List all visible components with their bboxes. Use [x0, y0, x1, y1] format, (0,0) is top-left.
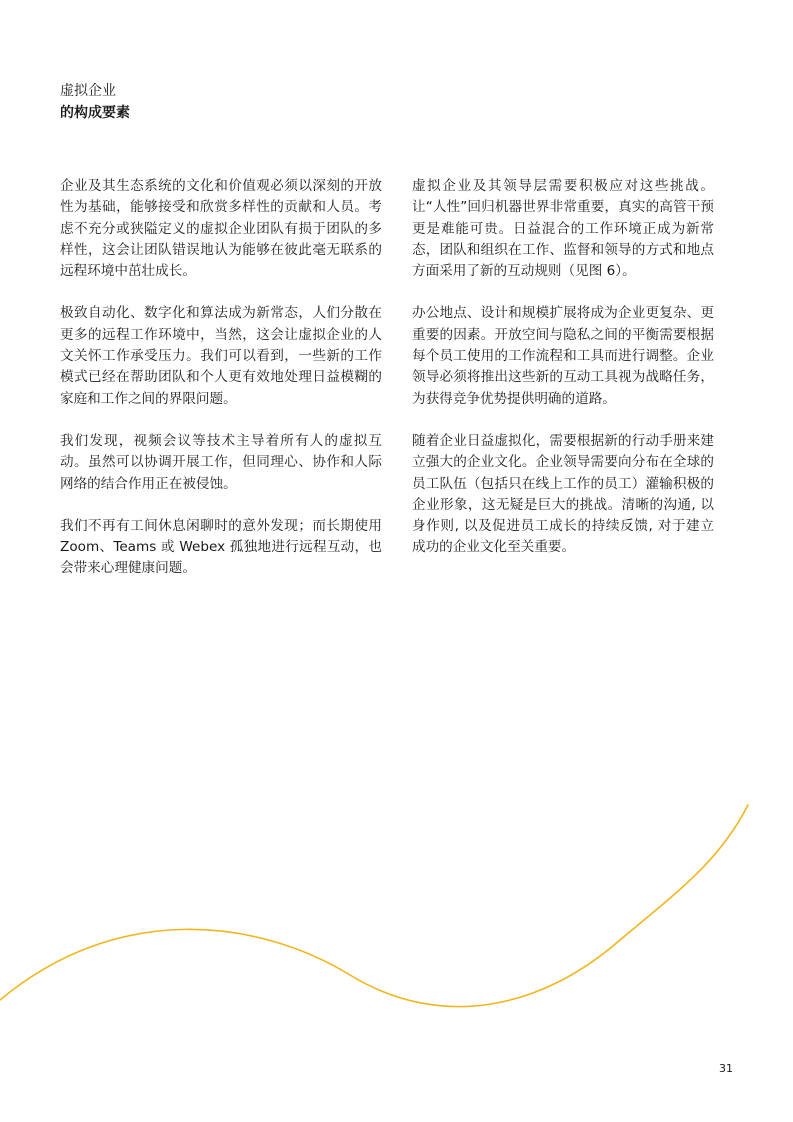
- paragraph: 我们发现，视频会议等技术主导着所有人的虚拟互动。虽然可以协调开展工作，但同理心、协作和人际网络的结合作用正在被侵蚀。: [60, 432, 382, 492]
- section-title-line2: 的构成要素: [60, 105, 130, 121]
- section-title: [60, 80, 130, 124]
- paragraph: 极致自动化、数字化和算法成为新常态，人们分散在更多的远程工作环境中，当然，这会让虚拟企业的人文关怀工作承受压力。我们可以看到，一些新的工作模式已经在帮助团队和个人更有效地处理日益模糊的家庭和工作之间的界限问题。: [60, 305, 382, 407]
- paragraph: 我们不再有工间休息闲聊时的意外发现；而长期使用 Zoom、Teams 或 Webex 孤独地进行远程互动，也会带来心理健康问题。: [60, 517, 382, 577]
- section-title-line1: 虚拟企业: [60, 83, 116, 99]
- paragraph: 企业及其生态系统的文化和价值观必须以深刻的开放性为基础，能够接受和欣赏多样性的贡献和人员。考虑不充分或狭隘定义的虚拟企业团队有损于团队的多样性，这会让团队错误地认为能够在彼此毫无联系的远程环境中茁壮成长。: [60, 178, 382, 280]
- paragraph: 办公地点、设计和规模扩展将成为企业更复杂、更重要的因素。开放空间与隐私之间的平衡需要根据每个员工使用的工作流程和工具而进行调整。企业领导必须将推出这些新的互动工具视为战略任务，为获得竞争优势提供明确的道路。: [412, 305, 714, 407]
- right-column: [412, 176, 714, 580]
- curve-line: [0, 805, 748, 1007]
- left-column: [60, 176, 382, 601]
- paragraph: 随着企业日益虚拟化，需要根据新的行动手册来建立强大的企业文化。企业领导需要向分布在全球的员工队伍（包括只在线上工作的员工）灌输积极的企业形象，这无疑是巨大的挑战。清晰的沟通, 以身作则, 以及促进员工成长的持续反馈, 对于建立成功的企业文化至关重要。: [412, 432, 714, 556]
- paragraph: 虚拟企业及其领导层需要积极应对这些挑战。让“人性”回归机器世界非常重要，真实的高管干预更是难能可贵。日益混合的工作环境正成为新常态，团队和组织在工作、监督和领导的方式和地点方面采用了新的互动规则（见图 6）。: [412, 178, 714, 280]
- page-number: 31: [719, 1062, 733, 1075]
